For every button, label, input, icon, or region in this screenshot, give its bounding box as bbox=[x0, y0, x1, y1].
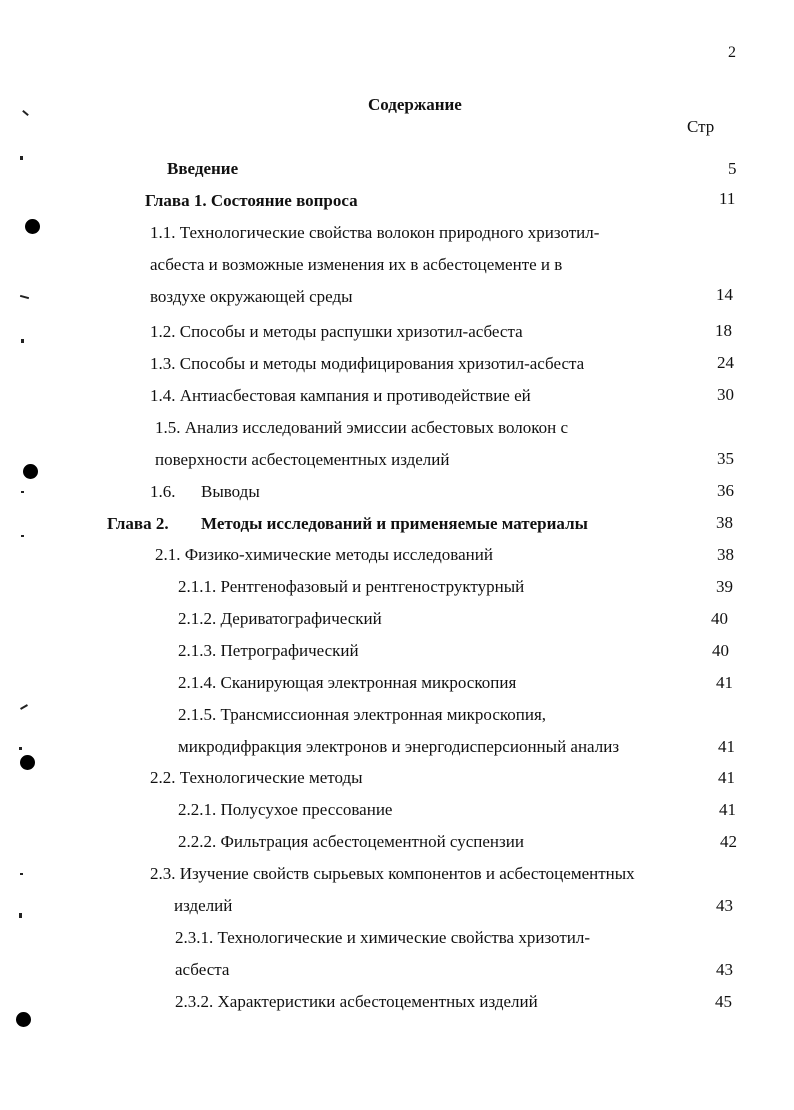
toc-entry-text: 2.1.2. Дериватографический bbox=[178, 609, 382, 628]
toc-entry-page: 11 bbox=[719, 189, 736, 208]
toc-entry-text: Выводы bbox=[201, 482, 260, 501]
toc-entry-text: 1.6. bbox=[150, 482, 176, 501]
toc-entry-text: Глава 1. Состояние вопроса bbox=[145, 191, 358, 210]
toc-entry-text: Глава 2. bbox=[107, 514, 169, 533]
toc-entry-text: 2.3.1. Технологические и химические свойства хризотил- bbox=[175, 928, 591, 947]
toc-entry-text: изделий bbox=[174, 896, 233, 915]
toc-entry-text: 2.2.1. Полусухое прессование bbox=[178, 800, 393, 819]
toc-entry-page: 39 bbox=[716, 577, 733, 596]
toc-entry-text: 2.1.3. Петрографический bbox=[178, 641, 359, 660]
toc-entry-page: 40 bbox=[712, 641, 729, 660]
toc-entry-page: 38 bbox=[716, 513, 733, 532]
toc-entry-text: 1.2. Способы и методы распушки хризотил-асбеста bbox=[150, 322, 523, 341]
scan-speck-mark bbox=[20, 295, 29, 299]
toc-entry-page: 43 bbox=[716, 896, 733, 915]
scan-speck-mark bbox=[20, 156, 23, 160]
toc-entry-page: 41 bbox=[718, 768, 735, 787]
scan-speck-mark bbox=[19, 747, 22, 750]
toc-entry-text: 1.3. Способы и методы модифицирования хризотил-асбеста bbox=[150, 354, 585, 373]
toc-entry-page: 18 bbox=[715, 321, 732, 340]
toc-entry-text: 1.4. Антиасбестовая кампания и противодействие ей bbox=[150, 386, 531, 405]
binder-hole-mark bbox=[23, 464, 38, 479]
toc-entry-page: 45 bbox=[715, 992, 732, 1011]
toc-entry-text: Введение bbox=[167, 159, 239, 178]
toc-entry-page: 40 bbox=[711, 609, 728, 628]
toc-entry-page: 41 bbox=[716, 673, 733, 692]
toc-entry-text: 2.3.2. Характеристики асбестоцементных изделий bbox=[175, 992, 538, 1011]
scan-speck-mark bbox=[22, 110, 29, 116]
toc-entry-text: воздухе окружающей среды bbox=[150, 287, 353, 306]
toc-entry-page: 36 bbox=[717, 481, 734, 500]
binder-hole-mark bbox=[25, 219, 40, 234]
toc-entry-page: 35 bbox=[717, 449, 734, 468]
toc-entry-page: 38 bbox=[717, 545, 734, 564]
toc-entry-page: 43 bbox=[716, 960, 733, 979]
toc-entry-text: 2.2.2. Фильтрация асбестоцементной суспензии bbox=[178, 832, 524, 851]
page-title: Содержание bbox=[368, 95, 462, 114]
scan-speck-mark bbox=[19, 913, 22, 918]
toc-entry-text: поверхности асбестоцементных изделий bbox=[155, 450, 450, 469]
toc-entry-text: 1.5. Анализ исследований эмиссии асбестовых волокон с bbox=[155, 418, 569, 437]
scan-speck-mark bbox=[21, 339, 24, 343]
scan-speck-mark bbox=[21, 535, 24, 537]
toc-entry-page: 42 bbox=[720, 832, 737, 851]
toc-entry-text: 2.2. Технологические методы bbox=[150, 768, 363, 787]
binder-hole-mark bbox=[16, 1012, 31, 1027]
toc-entry-page: 41 bbox=[719, 800, 736, 819]
toc-entry-page: 30 bbox=[717, 385, 734, 404]
toc-entry-page: 41 bbox=[718, 737, 735, 756]
page-number: 2 bbox=[728, 44, 736, 61]
toc-entry-page: 24 bbox=[717, 353, 734, 372]
toc-entry-text: 2.1.4. Сканирующая электронная микроскопия bbox=[178, 673, 517, 692]
toc-entry-text: 2.3. Изучение свойств сырьевых компонентов и асбестоцементных bbox=[150, 864, 635, 883]
toc-entry-text: 2.1. Физико-химические методы исследований bbox=[155, 545, 493, 564]
binder-hole-mark bbox=[20, 755, 35, 770]
page-column-label: Стр bbox=[687, 117, 715, 136]
toc-entry-text: Методы исследований и применяемые материалы bbox=[201, 514, 588, 533]
toc-entry-page: 14 bbox=[716, 285, 733, 304]
scan-speck-mark bbox=[20, 873, 23, 875]
toc-entry-text: 2.1.1. Рентгенофазовый и рентгеноструктурный bbox=[178, 577, 525, 596]
scan-speck-mark bbox=[21, 491, 24, 493]
scan-speck-mark bbox=[20, 704, 28, 710]
toc-entry-text: 1.1. Технологические свойства волокон природного хризотил- bbox=[150, 223, 600, 242]
toc-entry-page: 5 bbox=[728, 159, 737, 178]
toc-entry-text: асбеста bbox=[175, 960, 230, 979]
toc-entry-text: 2.1.5. Трансмиссионная электронная микроскопия, bbox=[178, 705, 547, 724]
toc-entry-text: микродифракция электронов и энергодисперсионный анализ bbox=[178, 737, 620, 756]
toc-entry-text: асбеста и возможные изменения их в асбестоцементе и в bbox=[150, 255, 563, 274]
